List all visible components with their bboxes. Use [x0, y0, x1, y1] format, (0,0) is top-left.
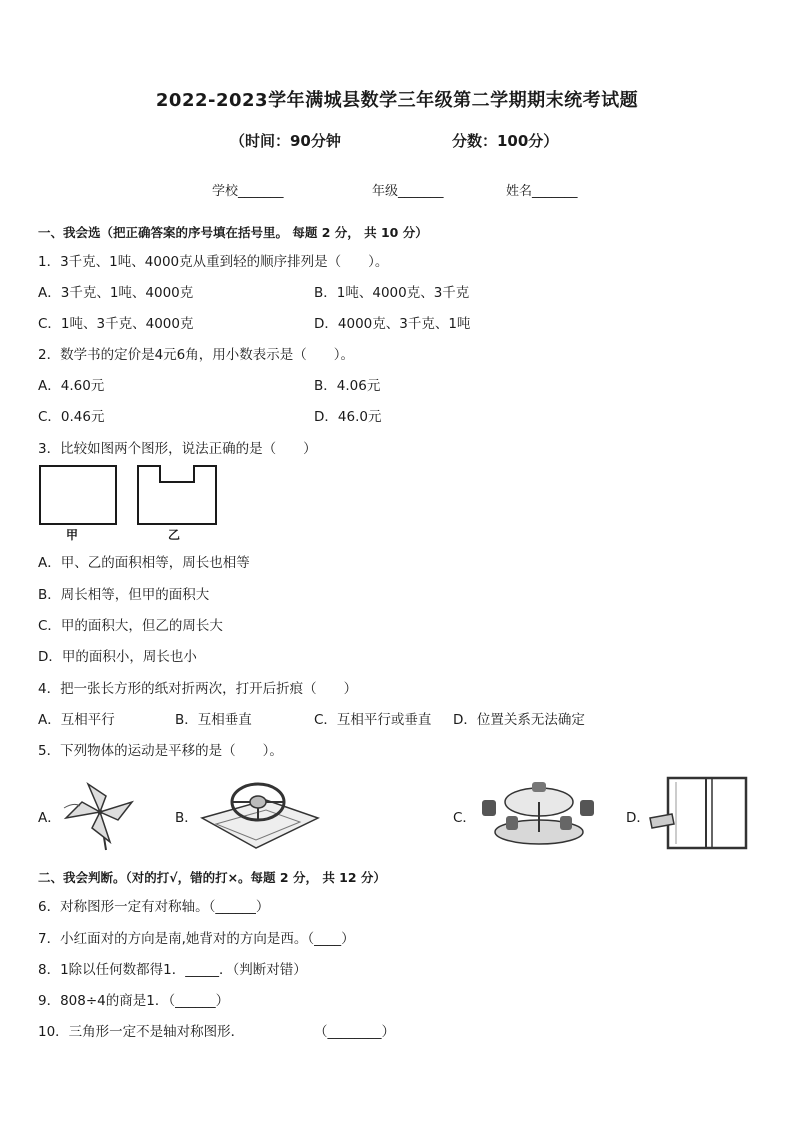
q1-option-c: C．1吨、3千克、4000克: [38, 316, 194, 332]
q4-stem: 4．把一张长方形的纸对折两次，打开后折痕（ ）: [38, 681, 358, 697]
q3-option-b: B．周长相等，但甲的面积大: [38, 587, 210, 603]
shape-jia-rectangle: [40, 466, 116, 524]
q2-option-a: A．4.60元: [38, 378, 105, 394]
q2-option-b: B．4.06元: [314, 378, 381, 394]
exam-score: 分数：100分）: [452, 132, 559, 150]
q7: 7．小红面对的方向是南,她背对的方向是西。（____）: [38, 931, 355, 947]
q1-option-b: B．1吨、4000克、3千克: [314, 285, 470, 301]
q1-option-d: D．4000克、3千克、1吨: [314, 316, 471, 332]
q9: 9．808÷4的商是1．（______）: [38, 993, 230, 1009]
q2-option-c: C．0.46元: [38, 409, 105, 425]
label-jia: 甲: [66, 528, 79, 542]
grade-field: 年级_______: [372, 184, 444, 199]
q6: 6．对称图形一定有对称轴。（______）: [38, 899, 270, 915]
q3-stem: 3．比较如图两个图形，说法正确的是（ ）: [38, 441, 317, 457]
exam-time: （时间：90分钟: [230, 132, 341, 150]
school-field: 学校_______: [212, 184, 284, 199]
q2-stem: 2．数学书的定价是4元6角，用小数表示是（ ）。: [38, 347, 355, 363]
shape-yi-notched: [138, 466, 216, 524]
sliding-window-image: [648, 770, 752, 850]
merry-go-round-image: [476, 776, 602, 852]
q10-answer-blank: （________）: [314, 1024, 395, 1040]
q10: 10．三角形一定不是轴对称图形．: [38, 1024, 245, 1040]
q4-option-d: D．位置关系无法确定: [453, 712, 585, 728]
q3-option-a: A．甲、乙的面积相等，周长也相等: [38, 555, 250, 571]
q1-option-a: A．3千克、1吨、4000克: [38, 285, 194, 301]
q5-option-b: B．: [175, 810, 198, 826]
name-field: 姓名_______: [506, 184, 578, 199]
q3-shapes-figure: [36, 462, 226, 542]
q4-option-c: C．互相平行或垂直: [314, 712, 432, 728]
q1-stem: 1．3千克、1吨、4000克从重到轻的顺序排列是（ ）。: [38, 254, 389, 270]
section2-heading: 二、我会判断。（对的打√，错的打×。每题 2 分， 共 12 分）: [38, 870, 386, 885]
q4-option-a: A．互相平行: [38, 712, 115, 728]
q5-option-a: A．: [38, 810, 61, 826]
pinwheel-image: [60, 778, 140, 852]
q4-option-b: B．互相垂直: [175, 712, 252, 728]
q3-option-d: D．甲的面积小，周长也小: [38, 649, 197, 665]
q3-option-c: C．甲的面积大，但乙的周长大: [38, 618, 223, 634]
label-yi: 乙: [168, 528, 181, 542]
q2-option-d: D．46.0元: [314, 409, 382, 425]
section1-heading: 一、我会选（把正确答案的序号填在括号里。 每题 2 分， 共 10 分）: [38, 225, 428, 240]
page-title: 2022-2023学年满城县数学三年级第二学期期末统考试题: [155, 90, 639, 111]
q8: 8．1除以任何数都得1．_____．（判断对错）: [38, 962, 307, 978]
q5-stem: 5．下列物体的运动是平移的是（ ）。: [38, 743, 283, 759]
steering-wheel-image: [196, 778, 322, 852]
q5-option-d: D．: [626, 810, 650, 826]
q5-option-c: C．: [453, 810, 476, 826]
